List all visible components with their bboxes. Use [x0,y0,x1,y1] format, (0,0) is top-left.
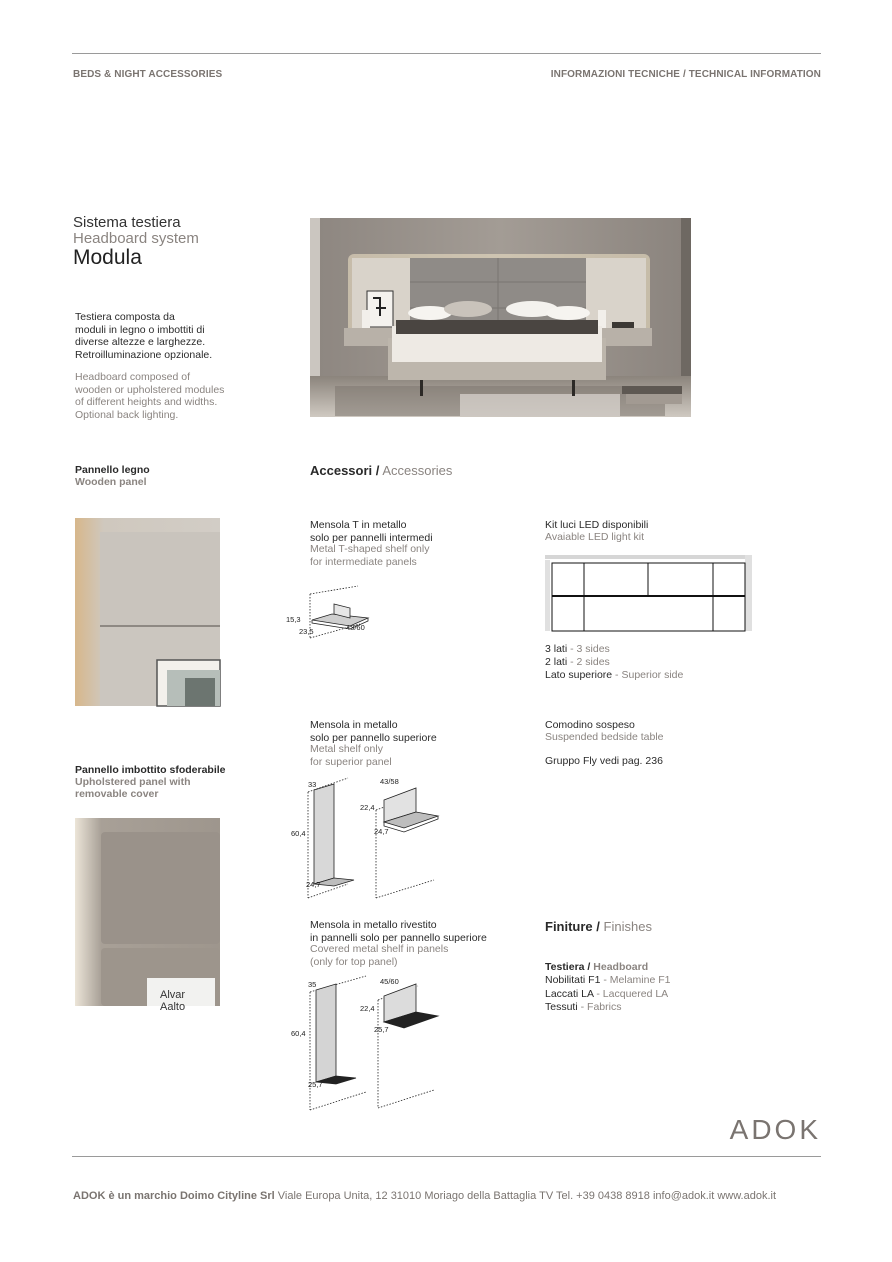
svg-text:33: 33 [308,780,317,789]
t-shelf-title-it: Mensola T in metallo solo per pannelli intermedi [310,519,433,544]
description-it: Testiera composta da moduli in legno o imbottiti di diverse altezze e larghezze. Retroilluminazione opzionale. [75,311,213,361]
svg-text:35: 35 [308,980,317,989]
finish-item: Laccati LA - Lacquered LA [545,988,669,1000]
bedside-title-it: Comodino sospeso [545,719,635,731]
finishes-heading: Finiture / Finishes [545,919,652,934]
led-kit-title-en: Avaiable LED light kit [545,531,645,543]
upholstered-panel-title-it: Pannello imbottito sfoderabile [75,764,226,776]
brand-logo: ADOK [729,1114,821,1145]
bedside-title-en: Suspended bedside table [545,731,664,743]
product-name: Modula [73,246,142,269]
upholstered-panel-image [75,818,220,1013]
svg-text:43/60: 43/60 [346,623,365,632]
wood-panel-image [75,518,220,706]
bedroom-hero-image [310,218,691,417]
finish-item: Nobilitati F1 - Melamine F1 [545,974,671,986]
description-en: Headboard composed of wooden or upholstered modules of different heights and widths. Optional back lighting. [75,371,225,421]
footer-address: Viale Europa Unita, 12 31010 Moriago della Battaglia TV Tel. +39 0438 8918 info@adok.it www.adok.it [277,1190,777,1202]
footer [73,1190,776,1202]
svg-text:15,3: 15,3 [286,615,301,624]
wood-panel-title-it: Pannello legno [75,464,150,476]
svg-text:23,5: 23,5 [299,627,314,636]
led-option-superior-side: Lato superiore - Superior side [545,669,684,681]
svg-text:45/60: 45/60 [380,977,399,986]
svg-text:43/58: 43/58 [380,777,399,786]
covered-shelf-title-en: Covered metal shelf in panels (only for top panel) [310,943,449,968]
metal-shelf-title-it: Mensola in metallo solo per pannello superiore [310,719,437,744]
t-shelf-title-en: Metal T-shaped shelf only for intermediate panels [310,543,430,568]
top-divider [72,53,821,54]
footer-company: ADOK è un marchio Doimo Cityline Srl [73,1190,275,1202]
upholstered-panel-title-en-1: Upholstered panel with [75,776,191,788]
svg-text:60,4: 60,4 [291,1029,306,1038]
led-kit-title-it: Kit luci LED disponibili [545,519,649,531]
led-option-2-sides: 2 lati - 2 sides [545,656,610,668]
covered-shelf-title-it: Mensola in metallo rivestito in pannelli solo per pannello superiore [310,919,487,944]
metal-shelf-drawing [288,770,448,910]
covered-shelf-drawing [288,972,448,1112]
metal-shelf-title-en: Metal shelf only for superior panel [310,743,392,768]
svg-text:Aalto: Aalto [160,1001,186,1013]
svg-text:25,7: 25,7 [374,1025,389,1034]
header-category: BEDS & NIGHT ACCESSORIES [73,69,223,80]
bedside-reference: Gruppo Fly vedi pag. 236 [545,755,663,767]
upholstered-panel-title-en-2: removable cover [75,788,159,800]
wood-panel-title-en: Wooden panel [75,476,147,488]
svg-text:22,4: 22,4 [360,803,375,812]
book-cover-text: Alvar [160,989,186,1001]
finish-item: Tessuti - Fabrics [545,1001,622,1013]
bottom-divider [72,1156,821,1157]
system-title-it: Sistema testiera [73,214,181,231]
system-title-en: Headboard system [73,230,199,247]
svg-text:25,7: 25,7 [308,1080,323,1089]
svg-text:22,4: 22,4 [360,1004,375,1013]
finishes-subheading: Testiera / Headboard [545,961,649,973]
led-option-3-sides: 3 lati - 3 sides [545,643,610,655]
t-shelf-drawing [284,588,374,648]
accessories-heading: Accessori / Accessories [310,463,453,478]
header-section: INFORMAZIONI TECNICHE / TECHNICAL INFORMATION [550,69,821,80]
svg-text:24,7: 24,7 [374,827,389,836]
svg-text:24,7: 24,7 [306,880,321,889]
led-kit-diagram [545,555,755,635]
svg-text:60,4: 60,4 [291,829,306,838]
